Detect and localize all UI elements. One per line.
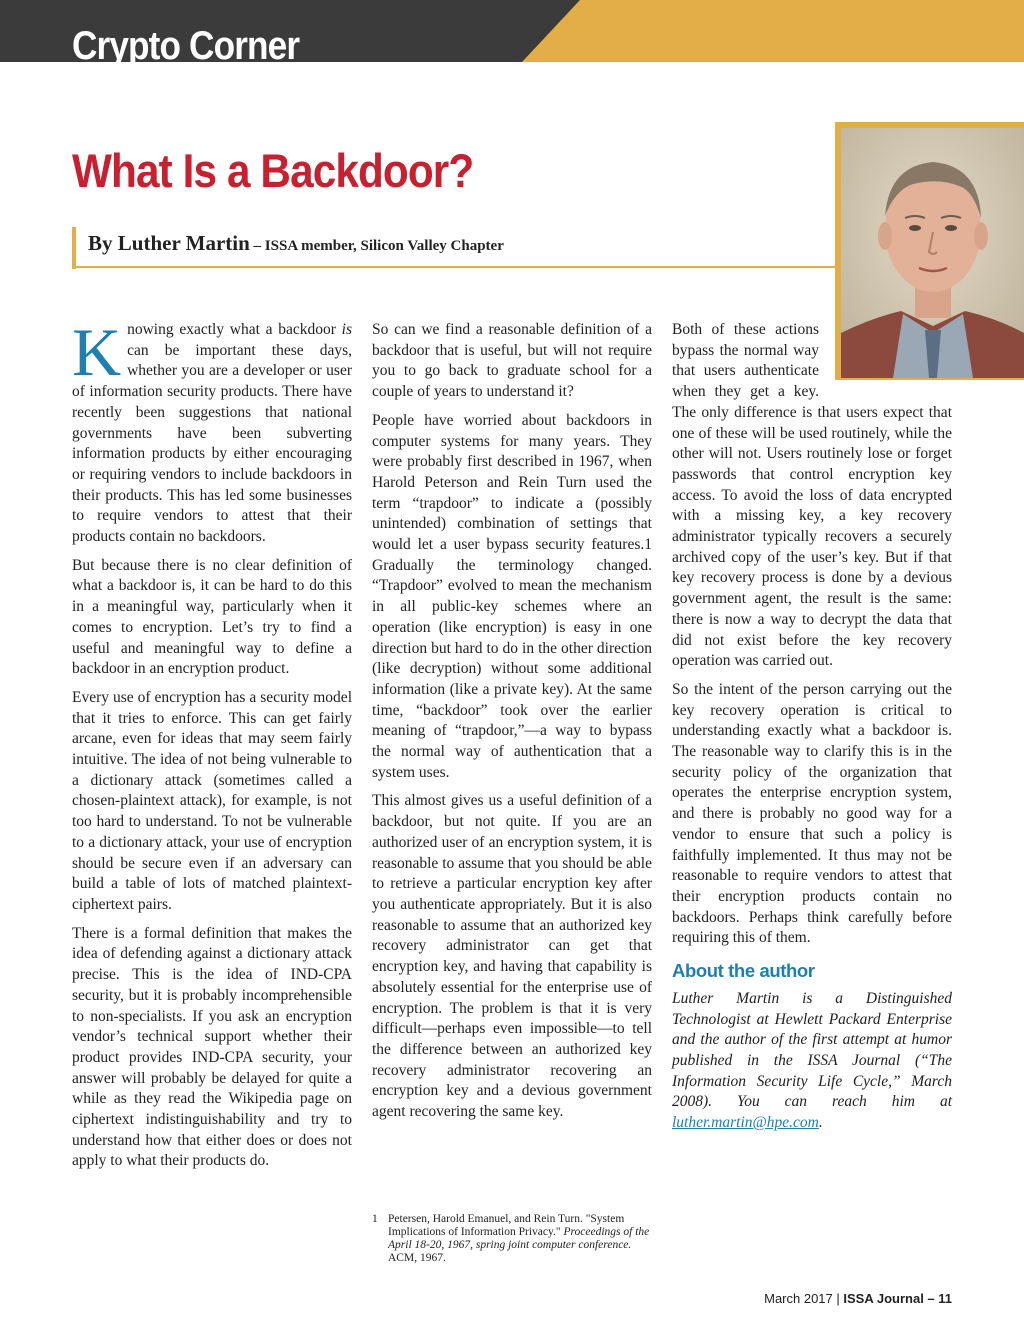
footnote bbox=[372, 1213, 652, 1265]
about-author-period: . bbox=[818, 1114, 823, 1132]
article-paragraph: But because there is no clear definition of what a backdoor is, it can be hard to do this in a meaningful way, particularly when it comes to encryption. Let’s try to find a useful and meaningful way to define a backdoor in an encryption product. bbox=[72, 556, 352, 678]
byline-accent-bar bbox=[72, 227, 76, 269]
footnote-text bbox=[388, 1213, 652, 1265]
article-paragraph bbox=[72, 314, 352, 548]
about-author-text bbox=[672, 989, 952, 1134]
author-email-link[interactable]: luther.martin@hpe.com bbox=[672, 1114, 819, 1132]
article-paragraph: Both of these actions bypass the normal way that users authenticate when they get a key. The only difference is that users expect that one of these will be used routinely, while the other will not. Users routinely lose or forget passwords that control encryption key access. To avoid the loss of data encrypted with a missing key, a key recovery administrator typically recovers a securely archived copy of the user’s key. But if that key recovery process is done by a devious government agent, the result is the same: there is now a way to decrypt the data that did not exist before the key recovery operation was carried out. bbox=[672, 321, 952, 670]
byline-prefix: By bbox=[88, 231, 118, 255]
article-paragraph: Every use of encryption has a security model that it tries to enforce. This can get fairly arcane, even for ideas that may seem fairly intuitive. The idea of not being vulnerable to a dictionary attack (sometimes called a chosen-plaintext attack), for example, is not too hard to understand. To not be vulnerable to a dictionary attack, your use of encryption should be secure even if an adversary can build a table of lots of matched plaintext-ciphertext pairs. bbox=[72, 688, 352, 913]
footnote-proceedings: Proceedings of the April 18-20, 1967, spring joint computer conference. bbox=[388, 1226, 650, 1251]
about-author-heading: About the author bbox=[672, 960, 815, 982]
article-paragraph: People have worried about backdoors in computer systems for many years. They were probably first described in 1967, when Harold Peterson and Rein Turn used the term “trapdoor” to indicate a (possibly unintended) combination of settings that would let a user bypass security features.1 Gradually the terminology changed. “Trapdoor” evolved to mean the mechanism in all public-key schemes where an operation (like encryption) is easy in one direction but hard to do in the other direction (like decryption) without some additional information (like a private key). At the same time, “backdoor” took over the earlier meaning of “trapdoor,”—a way to bypass the normal way of authentication that a system uses. bbox=[372, 411, 652, 781]
p1-start: nowing exactly what a backdoor bbox=[127, 321, 342, 338]
about-author-body: Luther Martin is a Distinguished Technologist at Hewlett Packard Enterprise and the author of the first attempt at humor published in the ISSA Journal (“The Information Security Life Cycle,” March 2008). You can reach him at bbox=[672, 989, 952, 1111]
footnote-number: 1 bbox=[372, 1213, 378, 1225]
article-column-2 bbox=[372, 320, 652, 1131]
article-paragraph: This almost gives us a useful definition of a backdoor, but not quite. If you are an authorized user of an encryption system, it is reasonable to assume that you should be able to retrieve a particular encryption key after you authenticate appropriately. But it is also reasonable to assume that an authorized key recovery administrator can get that encryption key, and having that capability is absolutely essential for the enterprise use of encryption. The problem is that it is very difficult—perhaps even impossible—to tell the difference between an authorized key recovery administrator recovering an encryption key and a devious government agent recovering the same key. bbox=[372, 792, 652, 1121]
footnote-citation: Petersen, Harold Emanuel, and Rein Turn. "System Implications of Information Privacy." bbox=[388, 1213, 625, 1238]
drop-cap: K bbox=[72, 314, 122, 390]
footer-date: March 2017 | bbox=[764, 1291, 844, 1306]
byline-author: Luther Martin bbox=[117, 231, 250, 255]
article-column-1 bbox=[72, 314, 352, 1180]
photo-wrap-spacer bbox=[819, 320, 952, 394]
byline-affiliation: – ISSA member, Silicon Valley Chapter bbox=[249, 238, 504, 254]
byline bbox=[88, 231, 504, 256]
article-headline: What Is a Backdoor? bbox=[72, 144, 474, 197]
article-paragraph: There is a formal definition that makes the idea of defending against a dictionary attack precise. This is the idea of IND-CPA security, but it is probably incomprehensible to non-specialists. If you ask an encryption vendor’s technical support whether their product provides IND-CPA security, your answer will probably be delayed for quite a while as they read the Wikipedia page on ciphertext indistinguishability and try to understand how that either does or does not apply to what their products do. bbox=[72, 924, 352, 1170]
byline-rule bbox=[72, 266, 837, 268]
article-column-3 bbox=[672, 320, 952, 1142]
page-footer bbox=[764, 1291, 952, 1306]
section-title: Crypto Corner bbox=[72, 24, 300, 68]
article-paragraph: So the intent of the person carrying out the key recovery operation is critical to understanding exactly what a backdoor is. The reasonable way to clarify this is in the security policy of the organization that operates the enterprise encryption system, and there is probably no good way for a vendor to ensure that such a policy is faithfully implemented. It thus may not be reasonable to require vendors to attest that their encryption products contain no backdoors. Perhaps think carefully before requiring this of them. bbox=[672, 680, 952, 947]
footnote-publisher: ACM, 1967. bbox=[388, 1252, 446, 1264]
p1-emphasis: is bbox=[341, 321, 352, 338]
footer-journal-page: ISSA Journal – 11 bbox=[843, 1291, 952, 1306]
p1-rest: can be important these days, whether you are a developer or user of information security products. There have recently been suggestions that national governments have been subverting information products by either encouraging or requiring vendors to include backdoors in their products. This has led some businesses to require vendors to attest that their products contain no backdoors. bbox=[72, 341, 352, 546]
article-paragraph: So can we find a reasonable definition of a backdoor that is useful, but will not require you to go back to graduate school for a couple of years to understand it? bbox=[372, 321, 652, 401]
